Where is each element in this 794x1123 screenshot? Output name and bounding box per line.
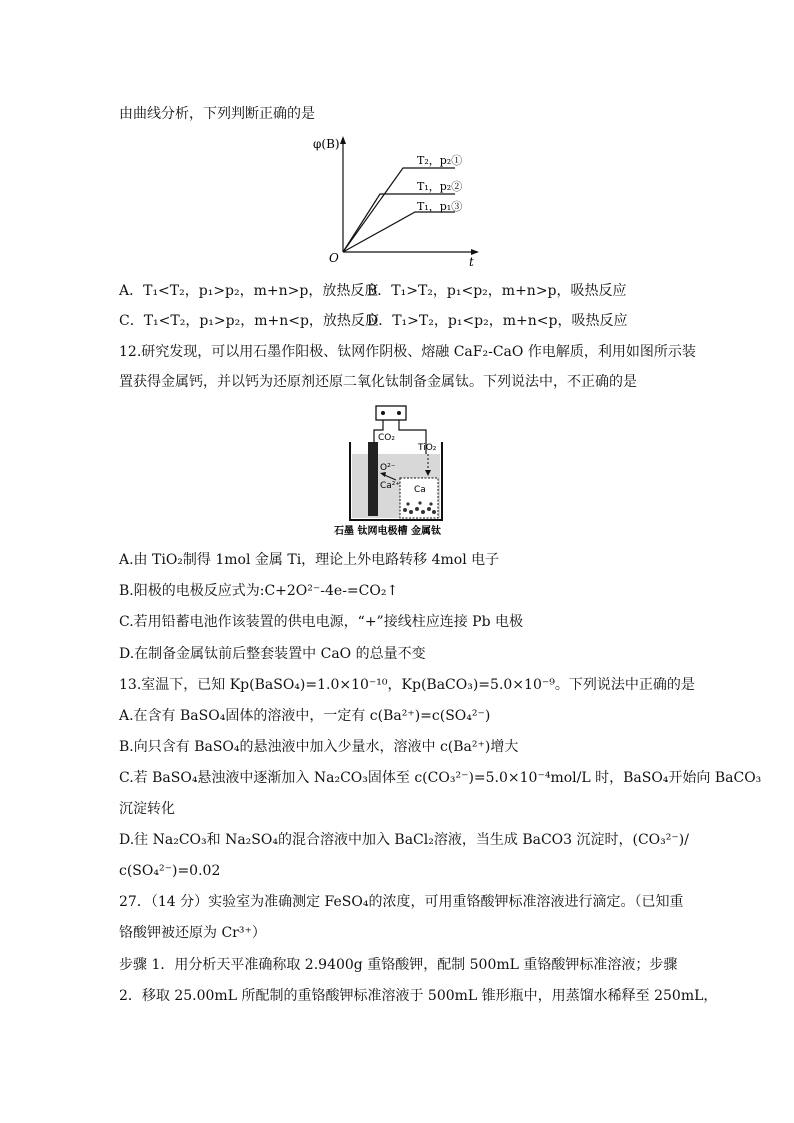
curve-1-label: T₂，p₂① — [417, 154, 463, 167]
power-supply-icon — [376, 406, 406, 420]
q13-stem: 13.室温下，已知 Kp(BaSO₄)=1.0×10⁻¹⁰，Kp(BaCO₃)=5.0×10⁻⁹。下列说法中正确的是 — [119, 677, 695, 693]
x-axis-label: t — [469, 255, 474, 269]
q12-stem-line2: 置获得金属钙，并以钙为还原剂还原二氧化钛制备金属钛。下列说法中，不正确的是 — [119, 374, 637, 390]
q11-option-c: C．T₁<T₂，p₁>p₂，m+n<p，放热反应 — [119, 313, 379, 329]
curve-3-label: T₁，p₁③ — [417, 200, 463, 213]
apparatus-caption: 石墨 钛网电极槽 金属钛 — [334, 526, 441, 537]
oxide-ion-label: O²⁻ — [380, 463, 396, 473]
origin-label: O — [329, 251, 339, 265]
q11-option-d: D．T₁>T₂，p₁<p₂，m+n<p，吸热反应 — [367, 313, 628, 329]
q13-option-d-line1: D.往 Na₂CO₃和 Na₂SO₄的混合溶液中加入 BaCl₂溶液，当生成 BaCO3 沉淀时，(CO₃²⁻)/ — [119, 832, 689, 848]
q11-option-a: A．T₁<T₂，p₁>p₂，m+n>p，放热反应 — [119, 283, 379, 299]
intro-text: 由曲线分析，下列判断正确的是 — [119, 106, 315, 122]
q12-option-d: D.在制备金属钛前后整套装置中 CaO 的总量不变 — [119, 646, 426, 662]
curve-3 — [343, 212, 455, 252]
y-axis-arrow — [340, 136, 346, 144]
q27-line4: 2．移取 25.00mL 所配制的重铬酸钾标准溶液于 500mL 锥形瓶中，用蒸馏水稀释至 250mL， — [119, 988, 718, 1004]
curve-2-label: T₁，p₂② — [417, 180, 463, 193]
q13-option-d-line2: c(SO₄²⁻)=0.02 — [119, 863, 221, 879]
y-axis-label: φ(B) — [313, 137, 340, 151]
q13-option-c-line1: C.若 BaSO₄悬浊液中逐渐加入 Na₂CO₃固体至 c(CO₃²⁻)=5.0×10⁻⁴mol/L 时，BaSO₄开始向 BaCO₃ — [119, 770, 762, 786]
q12-option-a: A.由 TiO₂制得 1mol 金属 Ti，理论上外电路转移 4mol 电子 — [119, 552, 500, 568]
q12-stem-line1: 12.研究发现，可以用石墨作阳极、钛网作阴极、熔融 CaF₂-CaO 作电解质，利用如图所示装 — [119, 344, 696, 360]
q13-option-c-line2: 沉淀转化 — [119, 801, 175, 817]
phi-time-graph — [305, 130, 495, 270]
q13-option-a: A.在含有 BaSO₄固体的溶液中，一定有 c(Ba²⁺)=c(SO₄²⁻) — [119, 708, 491, 724]
q12-option-b: B.阳极的电极反应式为:C+2O²⁻-4e-=CO₂↑ — [119, 583, 399, 599]
q27-line2: 铬酸钾被还原为 Cr³⁺） — [119, 925, 266, 941]
co2-label: CO₂ — [378, 433, 395, 443]
q27-line3: 步骤 1．用分析天平准确称取 2.9400g 重铬酸钾，配制 500mL 重铬酸钾标准溶液；步骤 — [119, 957, 678, 973]
q12-option-c: C.若用铅蓄电池作该装置的供电电源，“+”接线柱应连接 Pb 电极 — [119, 614, 523, 630]
q27-line1: 27．（14 分）实验室为准确测定 FeSO₄的浓度，可用重铬酸钾标准溶液进行滴定。（已知重 — [119, 894, 684, 910]
q11-option-b: B．T₁>T₂，p₁<p₂，m+n>p，吸热反应 — [367, 283, 627, 299]
calcium-ion-label: Ca²⁺ — [380, 481, 401, 491]
graphite-anode — [368, 442, 378, 516]
electrolysis-apparatus — [330, 402, 490, 542]
q13-option-b: B.向只含有 BaSO₄的悬浊液中加入少量水，溶液中 c(Ba²⁺)增大 — [119, 739, 519, 755]
calcium-label: Ca — [414, 485, 426, 495]
tio2-label: TiO₂ — [418, 443, 437, 453]
